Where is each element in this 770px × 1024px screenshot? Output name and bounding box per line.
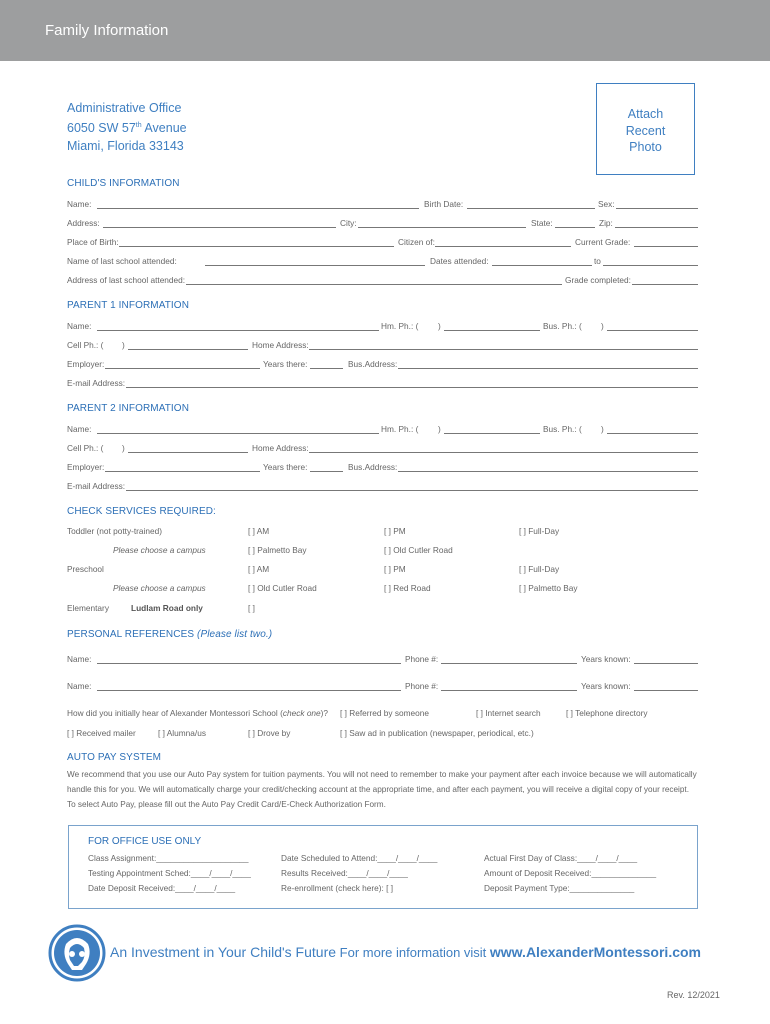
revision-label: Rev. 12/2021 <box>667 990 720 1000</box>
preschool-choose-campus-label: Please choose a campus <box>113 583 206 593</box>
ludlam-road-label: Ludlam Road only <box>131 603 203 613</box>
current-grade-label: Current Grade: <box>575 237 631 247</box>
citizen-of-label: Citizen of: <box>398 237 435 247</box>
preschool-pm-checkbox[interactable]: [ ] PM <box>384 564 406 574</box>
school-logo-icon <box>48 924 106 982</box>
parent2-cell-field[interactable] <box>128 452 248 453</box>
ref1-phone-label: Phone #: <box>405 654 439 664</box>
attach-photo-box: Attach Recent Photo <box>596 83 695 175</box>
parent1-employer-field[interactable] <box>105 368 260 369</box>
parent2-heading: PARENT 2 INFORMATION <box>67 403 190 414</box>
page-title: Family Information <box>45 22 169 39</box>
parent2-row-3 <box>67 462 698 474</box>
toddler-palmetto-bay-checkbox[interactable]: [ ] Palmetto Bay <box>248 545 307 555</box>
results-received-field[interactable]: Results Received:____/____/____ <box>281 868 408 878</box>
referred-checkbox[interactable]: [ ] Referred by someone <box>340 708 430 718</box>
elementary-checkbox[interactable]: [ ] <box>248 603 255 613</box>
ref1-years-known-field[interactable] <box>634 663 698 664</box>
dates-attended-label: Dates attended: <box>430 256 489 266</box>
hear-question: How did you initially hear of Alexander Montessori School (check one)? <box>67 708 329 718</box>
parent1-years-field[interactable] <box>310 368 343 369</box>
toddler-label: Toddler (not potty-trained) <box>67 526 163 536</box>
last-school-address-field[interactable] <box>186 284 562 285</box>
parent1-cell-field[interactable] <box>128 349 248 350</box>
grade-completed-label: Grade completed: <box>565 275 631 285</box>
birth-date-field[interactable] <box>467 208 595 209</box>
header-bar <box>0 0 770 61</box>
parent1-row-1: Name: Hm. Ph.: ( ) Bus. Ph.: ( ) <box>67 321 698 333</box>
parent1-row-3 <box>67 359 698 371</box>
grade-completed-field[interactable] <box>632 284 698 285</box>
parent2-employer-field[interactable] <box>105 471 260 472</box>
parent2-row-1: Name: Hm. Ph.: ( ) Bus. Ph.: ( ) <box>67 424 698 436</box>
child-row-1 <box>67 199 698 211</box>
preschool-am-checkbox[interactable]: [ ] AM <box>248 564 270 574</box>
parent1-name-label: Name: <box>67 321 92 331</box>
references-heading: PERSONAL REFERENCES (Please list two.) <box>67 629 273 640</box>
parent2-bus-ph-field[interactable] <box>607 433 698 434</box>
parent2-row-2: Cell Ph.: ( ) Home Address: <box>67 443 698 455</box>
date-scheduled-field[interactable]: Date Scheduled to Attend:____/____/____ <box>281 853 438 863</box>
birth-date-label: Birth Date: <box>424 199 464 209</box>
website-link[interactable]: www.AlexanderMontessori.com <box>489 944 701 960</box>
last-school-field[interactable] <box>205 265 425 266</box>
parent1-bus-ph-field[interactable] <box>607 330 698 331</box>
parent2-years-label: Years there: <box>263 462 308 472</box>
parent1-hm-ph-label: Hm. Ph.: ( <box>381 321 419 331</box>
toddler-choose-campus-label: Please choose a campus <box>113 545 206 555</box>
reenrollment-field[interactable]: Re-enrollment (check here): [ ] <box>281 883 394 893</box>
office-use-box <box>68 825 698 909</box>
parent1-bus-ph-label: Bus. Ph.: ( <box>543 321 582 331</box>
drove-by-checkbox[interactable]: [ ] Drove by <box>248 728 291 738</box>
parent1-years-label: Years there: <box>263 359 308 369</box>
ref2-years-known-label: Years known: <box>581 681 631 691</box>
parent2-home-address-field[interactable] <box>309 452 698 453</box>
child-name-label: Name: <box>67 199 92 209</box>
parent2-email-label: E-mail Address: <box>67 481 126 491</box>
class-assignment-field[interactable]: Class Assignment:____________________ <box>88 853 249 863</box>
parent1-email-field[interactable] <box>126 387 698 388</box>
parent1-hm-ph-field[interactable] <box>444 330 540 331</box>
to-label: to <box>594 256 601 266</box>
parent2-hm-ph-label: Hm. Ph.: ( <box>381 424 419 434</box>
parent1-row-4 <box>67 378 698 390</box>
ref2-name-label: Name: <box>67 681 92 691</box>
office-use-heading: FOR OFFICE USE ONLY <box>88 836 202 847</box>
autopay-heading: AUTO PAY SYSTEM <box>67 752 162 763</box>
toddler-am-checkbox[interactable]: [ ] AM <box>248 526 270 536</box>
parent2-name-label: Name: <box>67 424 92 434</box>
alumna-checkbox[interactable]: [ ] Alumna/us <box>158 728 206 738</box>
place-of-birth-label: Place of Birth: <box>67 237 119 247</box>
parent2-bus-ph-label: Bus. Ph.: ( <box>543 424 582 434</box>
sex-label: Sex: <box>598 199 615 209</box>
parent2-cell-label: Cell Ph.: ( <box>67 443 104 453</box>
preschool-label: Preschool <box>67 564 104 574</box>
ref2-years-known-field[interactable] <box>634 690 698 691</box>
ref1-years-known-label: Years known: <box>581 654 631 664</box>
deposit-type-field[interactable]: Deposit Payment Type:______________ <box>484 883 635 893</box>
city-label: City: <box>340 218 357 228</box>
parent2-row-4 <box>67 481 698 493</box>
dates-from-field[interactable] <box>492 265 592 266</box>
autopay-paragraph: We recommend that you use our Auto Pay system for tuition payments. You will not need to remember to make your payment after each invoice because we will automatically handle this for you. We will automatically charge your credit/checking account at the appropriate time, and after each payment, you will receive a digital copy of your receipt. To select Auto Pay, please fill out the Auto Pay Credit Card/E-Check Authorization Form. <box>67 770 697 809</box>
current-grade-field[interactable] <box>634 246 698 247</box>
address-field[interactable] <box>103 227 336 228</box>
child-row-2 <box>67 218 698 230</box>
parent2-bus-address-label: Bus.Address: <box>348 462 398 472</box>
state-label: State: <box>531 218 553 228</box>
address-line-2: 6050 SW 57th Avenue <box>67 121 187 136</box>
parent2-employer-label: Employer: <box>67 462 105 472</box>
parent2-name-field[interactable] <box>97 433 379 434</box>
reference-row-1 <box>67 654 698 666</box>
parent2-email-field[interactable] <box>126 490 698 491</box>
services-heading: CHECK SERVICES REQUIRED: <box>67 506 216 517</box>
ref1-phone-field[interactable] <box>441 663 577 664</box>
state-field[interactable] <box>555 227 595 228</box>
parent1-bus-address-label: Bus.Address: <box>348 359 398 369</box>
parent2-years-field[interactable] <box>310 471 343 472</box>
toddler-fullday-checkbox[interactable]: [ ] Full-Day <box>519 526 560 536</box>
testing-appointment-field[interactable]: Testing Appointment Sched:____/____/____ <box>88 868 251 878</box>
parent1-employer-label: Employer: <box>67 359 105 369</box>
toddler-old-cutler-checkbox[interactable]: [ ] Old Cutler Road <box>384 545 453 555</box>
child-row-4 <box>67 256 698 268</box>
footer-tagline: An Investment in Your Child's Future For more information visit www.AlexanderMontessori.com <box>110 944 701 960</box>
preschool-old-cutler-checkbox[interactable]: [ ] Old Cutler Road <box>248 583 317 593</box>
parent2-home-address-label: Home Address: <box>252 443 309 453</box>
ref2-phone-field[interactable] <box>441 690 577 691</box>
reference-row-2 <box>67 681 698 693</box>
ref2-name-field[interactable] <box>97 690 401 691</box>
parent1-cell-label: Cell Ph.: ( <box>67 340 104 350</box>
parent1-home-address-label: Home Address: <box>252 340 309 350</box>
toddler-pm-checkbox[interactable]: [ ] PM <box>384 526 406 536</box>
parent2-hm-ph-field[interactable] <box>444 433 540 434</box>
parent1-home-address-field[interactable] <box>309 349 698 350</box>
parent1-email-label: E-mail Address: <box>67 378 126 388</box>
first-day-field[interactable]: Actual First Day of Class:____/____/____ <box>484 853 638 863</box>
elementary-label: Elementary <box>67 603 109 613</box>
parent1-heading: PARENT 1 INFORMATION <box>67 300 190 311</box>
ref2-phone-label: Phone #: <box>405 681 439 691</box>
child-name-field[interactable] <box>97 208 419 209</box>
address-line-1: Administrative Office <box>67 101 182 115</box>
citizen-of-field[interactable] <box>435 246 571 247</box>
place-of-birth-field[interactable] <box>119 246 394 247</box>
address-label: Address: <box>67 218 100 228</box>
sex-field[interactable] <box>616 208 698 209</box>
preschool-palmetto-bay-checkbox[interactable]: [ ] Palmetto Bay <box>519 583 578 593</box>
office-address <box>67 99 187 155</box>
parent1-name-field[interactable] <box>97 330 379 331</box>
last-school-address-label: Address of last school attended: <box>67 275 186 285</box>
ref1-name-label: Name: <box>67 654 92 664</box>
received-mailer-checkbox[interactable]: [ ] Received mailer <box>67 728 136 738</box>
child-info-heading: CHILD'S INFORMATION <box>67 178 180 189</box>
internet-search-checkbox[interactable]: [ ] Internet search <box>476 708 541 718</box>
parent1-row-2: Cell Ph.: ( ) Home Address: <box>67 340 698 352</box>
city-field[interactable] <box>358 227 526 228</box>
amount-deposit-field[interactable]: Amount of Deposit Received:______________ <box>484 868 657 878</box>
last-school-label: Name of last school attended: <box>67 256 177 266</box>
parent2-bus-address-field[interactable] <box>398 471 698 472</box>
date-deposit-received-field[interactable]: Date Deposit Received:____/____/____ <box>88 883 236 893</box>
child-row-5 <box>67 275 698 287</box>
dates-to-field[interactable] <box>603 265 698 266</box>
saw-ad-checkbox[interactable]: [ ] Saw ad in publication (newspaper, periodical, etc.) <box>340 728 534 738</box>
preschool-fullday-checkbox[interactable]: [ ] Full-Day <box>519 564 560 574</box>
preschool-red-road-checkbox[interactable]: [ ] Red Road <box>384 583 431 593</box>
child-row-3 <box>67 237 698 249</box>
parent1-bus-address-field[interactable] <box>398 368 698 369</box>
zip-label: Zip: <box>599 218 613 228</box>
telephone-directory-checkbox[interactable]: [ ] Telephone directory <box>566 708 648 718</box>
ref1-name-field[interactable] <box>97 663 401 664</box>
address-line-3: Miami, Florida 33143 <box>67 139 184 154</box>
zip-field[interactable] <box>615 227 698 228</box>
